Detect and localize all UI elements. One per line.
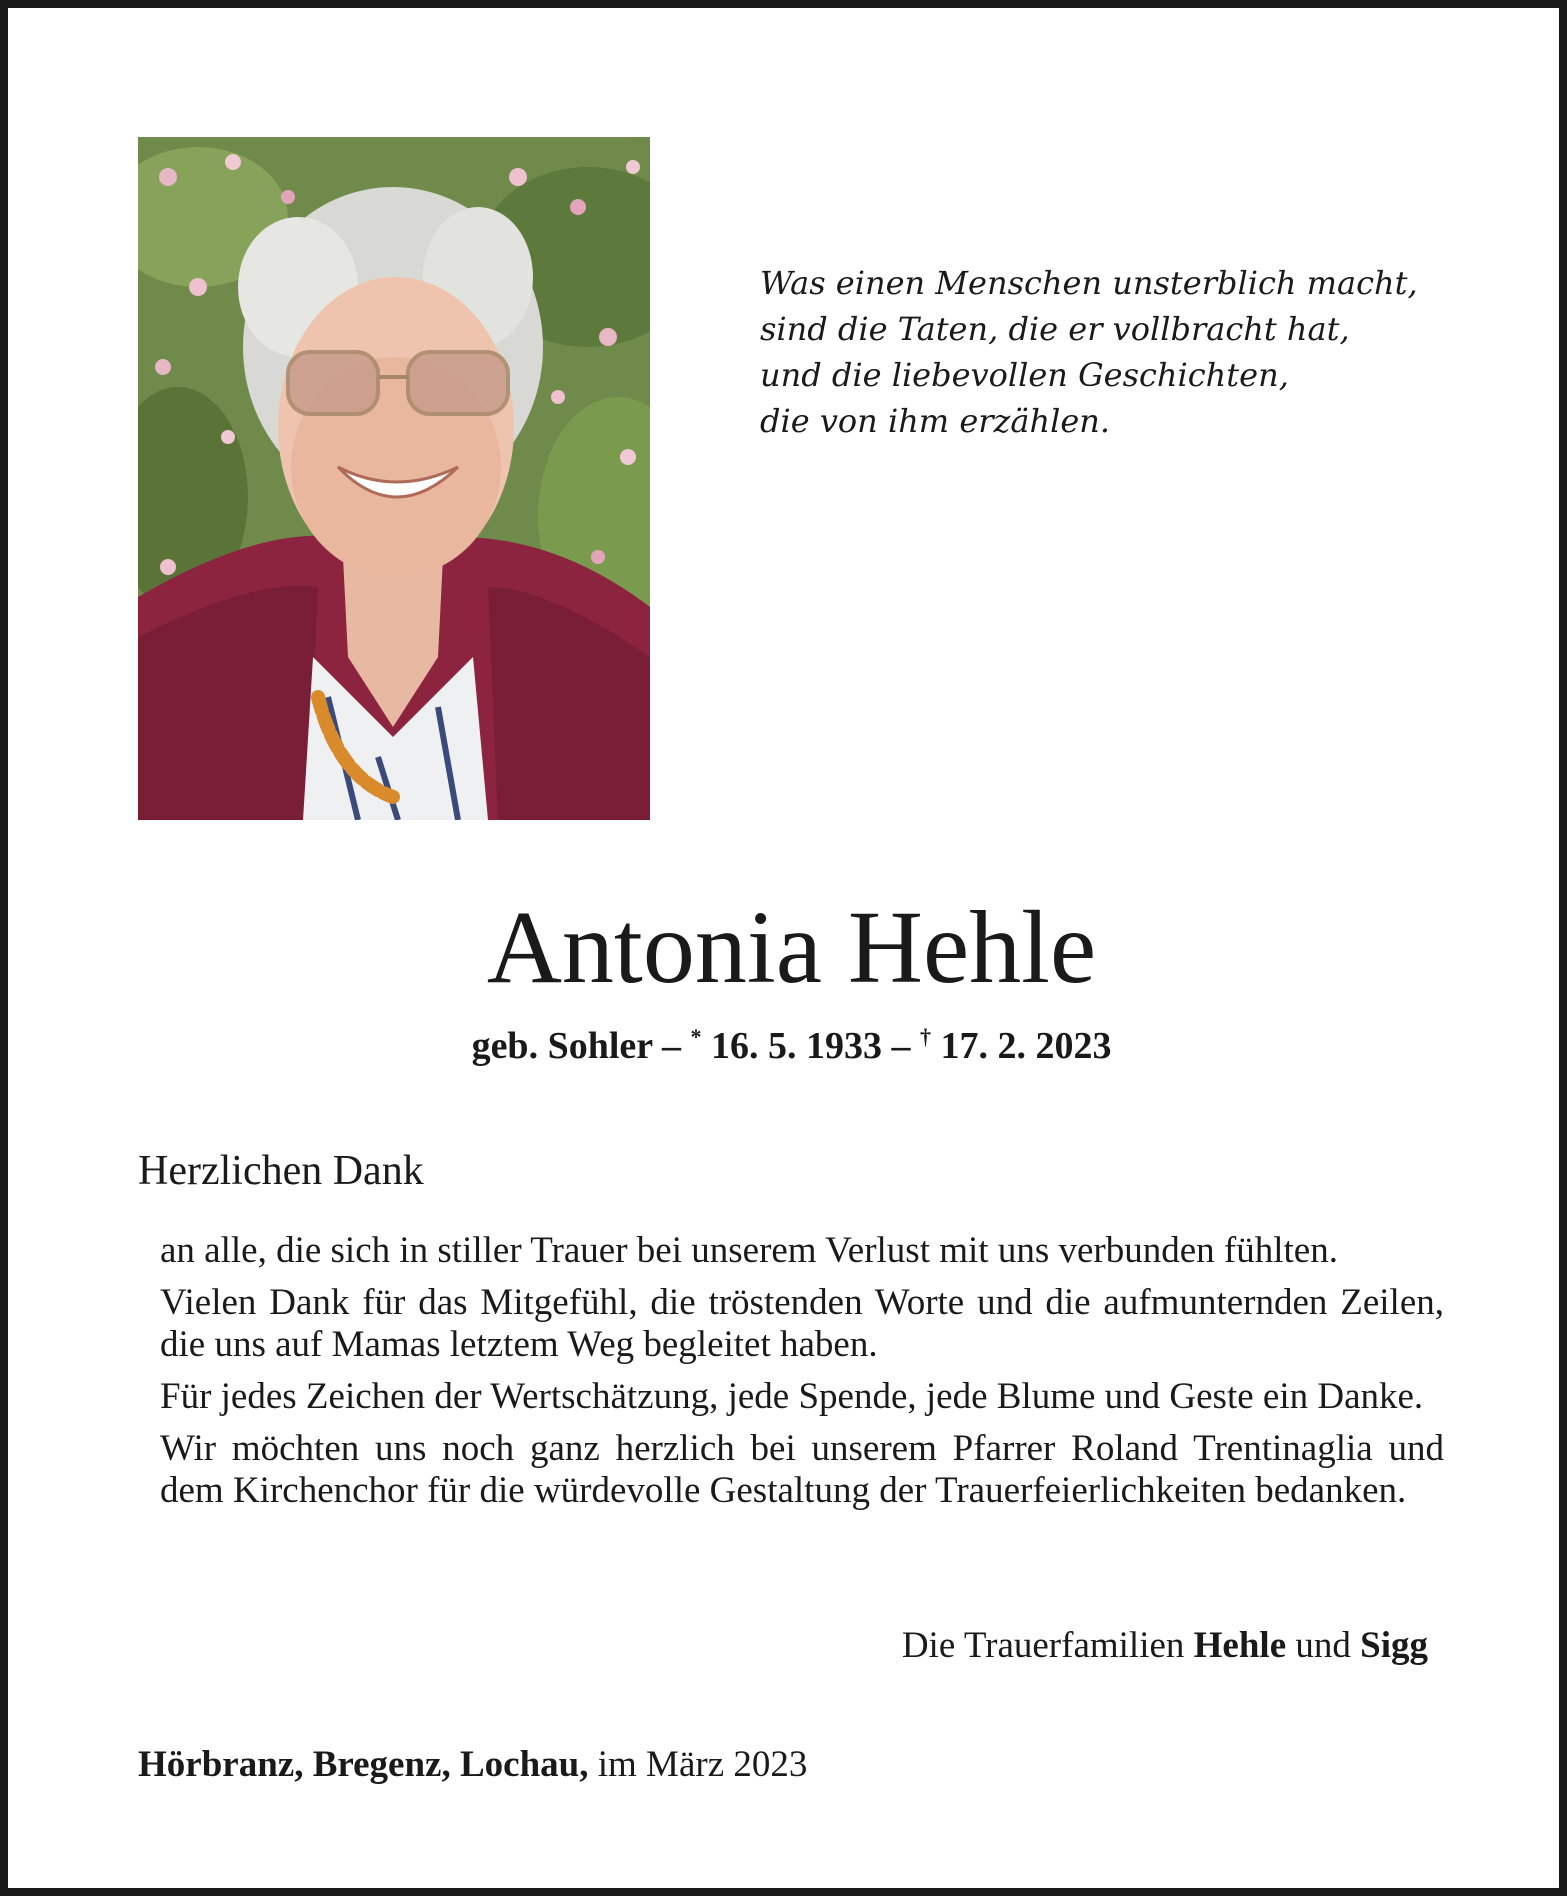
body-paragraph: Vielen Dank für das Mitgefühl, die tröstenden Worte und die aufmunternden Zeilen, die uns auf Mamas letztem Weg begleitet haben. <box>160 1282 1444 1365</box>
body-paragraph: an alle, die sich in stiller Trauer bei unserem Verlust mit uns verbunden fühlten. <box>160 1230 1338 1271</box>
signature-connector: und <box>1286 1625 1361 1666</box>
birth-star-icon: * <box>690 1024 702 1049</box>
portrait-photo <box>138 137 650 820</box>
family-name-2: Sigg <box>1360 1625 1428 1666</box>
quote-block <box>760 260 1480 444</box>
family-name-1: Hehle <box>1193 1625 1287 1666</box>
notice-date: im März 2023 <box>588 1744 808 1785</box>
place-date-line <box>138 1741 807 1789</box>
death-cross-icon: † <box>919 1024 931 1049</box>
deceased-name: Antonia Hehle <box>486 890 1097 1005</box>
portrait-illustration <box>138 137 650 820</box>
birth-name: geb. Sohler <box>471 1025 653 1067</box>
birth-date: 16. 5. 1933 <box>701 1025 882 1067</box>
quote-line: Was einen Menschen unsterblich macht, <box>760 264 1418 302</box>
date-separator: – <box>881 1025 920 1067</box>
quote-line: die von ihm erzählen. <box>760 402 1111 440</box>
body-paragraph: Wir möchten uns noch ganz herzlich bei unserem Pfarrer Roland Trentinaglia und dem Kirchenchor für die würdevolle Gestaltung der Trauerfeierlichkeiten bedanken. <box>160 1428 1444 1511</box>
thanks-body <box>160 1230 1444 1522</box>
death-date: 17. 2. 2023 <box>930 1025 1112 1067</box>
thanks-heading: Herzlichen Dank <box>138 1148 424 1194</box>
signature-prefix: Die Trauerfamilien <box>901 1625 1194 1666</box>
life-dates <box>8 1013 1567 1070</box>
family-signature <box>902 1622 1428 1670</box>
places: Hörbranz, Bregenz, Lochau, <box>138 1744 589 1785</box>
quote-line: sind die Taten, die er vollbracht hat, <box>760 310 1350 348</box>
body-paragraph: Für jedes Zeichen der Wertschätzung, jede Spende, jede Blume und Geste ein Danke. <box>160 1376 1424 1417</box>
quote-line: und die liebevollen Geschichten, <box>760 356 1289 394</box>
date-separator: – <box>652 1025 691 1067</box>
